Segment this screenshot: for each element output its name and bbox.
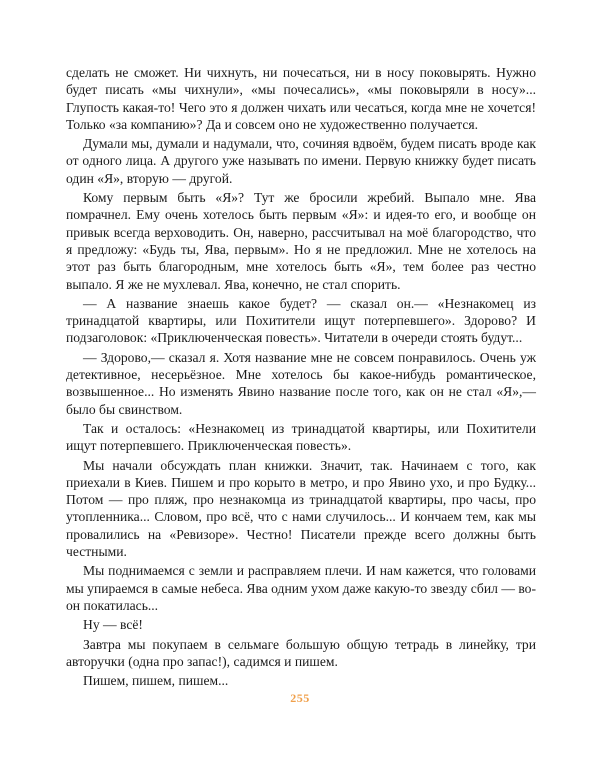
paragraph: Пишем, пишем, пишем... [83, 673, 229, 689]
page-body [66, 64, 536, 689]
paragraph: Завтра мы покупаем в сельмаге большую общую тетрадь в линейку, три авторучки (одна про запас!), садимся и пишем. [66, 636, 536, 669]
paragraph: сделать не сможет. Ни чихнуть, ни почесаться, ни в носу поковырять. Нужно будет писать «мы чихнули», «мы почесались», «мы поковыряли в носу»... Глупость какая-то! Чего это я должен чихать или чесаться, когда мне не хочется! Только «за компанию»? Да и совсем оно не художественно получается. [66, 65, 536, 132]
paragraph: Мы начали обсуждать план книжки. Значит, так. Начинаем с того, как приехали в Киев. Пишем и про корыто в метро, и про Явино ухо, и про Будку... Потом — про пляж, про незнакомца из тринадцатой квартиры, про часы, про утопленника... Словом, про всё, что с нами случилось... И кончаем тем, как мы провалились на «Ревизоре». Честно! Писатели прежде всего должны быть честными. [66, 457, 536, 560]
paragraph: Кому первым быть «Я»? Тут же бросили жребий. Выпало мне. Ява помрачнел. Ему очень хотелось быть первым «Я»: и идея-то его, и вообще он привык всегда верховодить. Он, наверно, рассчитывал на моё благородство, что я предложу: «Будь ты, Ява, первым». Но я не предложил. Мне не хотелось на этот раз быть благородным, мне хотелось быть «Я», тем более раз честно выпало. Я же не мухлевал. Ява, конечно, не стал спорить. [66, 190, 536, 292]
paragraph: Мы поднимаемся с земли и расправляем плечи. И нам кажется, что головами мы упираемся в самые небеса. Ява одним ухом даже какую-то звезду сбил — во-он покатилась... [66, 563, 536, 613]
paragraph: — А название знаешь какое будет? — сказал он.— «Незнакомец из тринадцатой квартиры, или Похитители ищут потерпевшего». Здорово? И подзаголовок: «Приключенческая повесть». Читатели в очереди стоять будут... [66, 295, 536, 346]
paragraph: — Здорово,— сказал я. Хотя название мне не совсем понравилось. Очень уж детективное, несерьёзное. Мне хотелось бы какое-нибудь романтическое, возвышенное... Но изменять Явино название после того, как он не стал «Я»,— было бы свинством. [66, 349, 536, 417]
paragraph: Ну — всё! [83, 617, 143, 633]
page-number: 255 [290, 691, 310, 705]
paragraph: Так и осталось: «Незнакомец из тринадцатой квартиры, или Похитители ищут потерпевшего. Приключенческая повесть». [66, 420, 536, 454]
paragraph: Думали мы, думали и надумали, что, сочиняя вдвоём, будем писать вроде как от одного лица. А другого уже называть по имени. Первую книжку будет писать один «Я», вторую — другой. [66, 136, 536, 186]
